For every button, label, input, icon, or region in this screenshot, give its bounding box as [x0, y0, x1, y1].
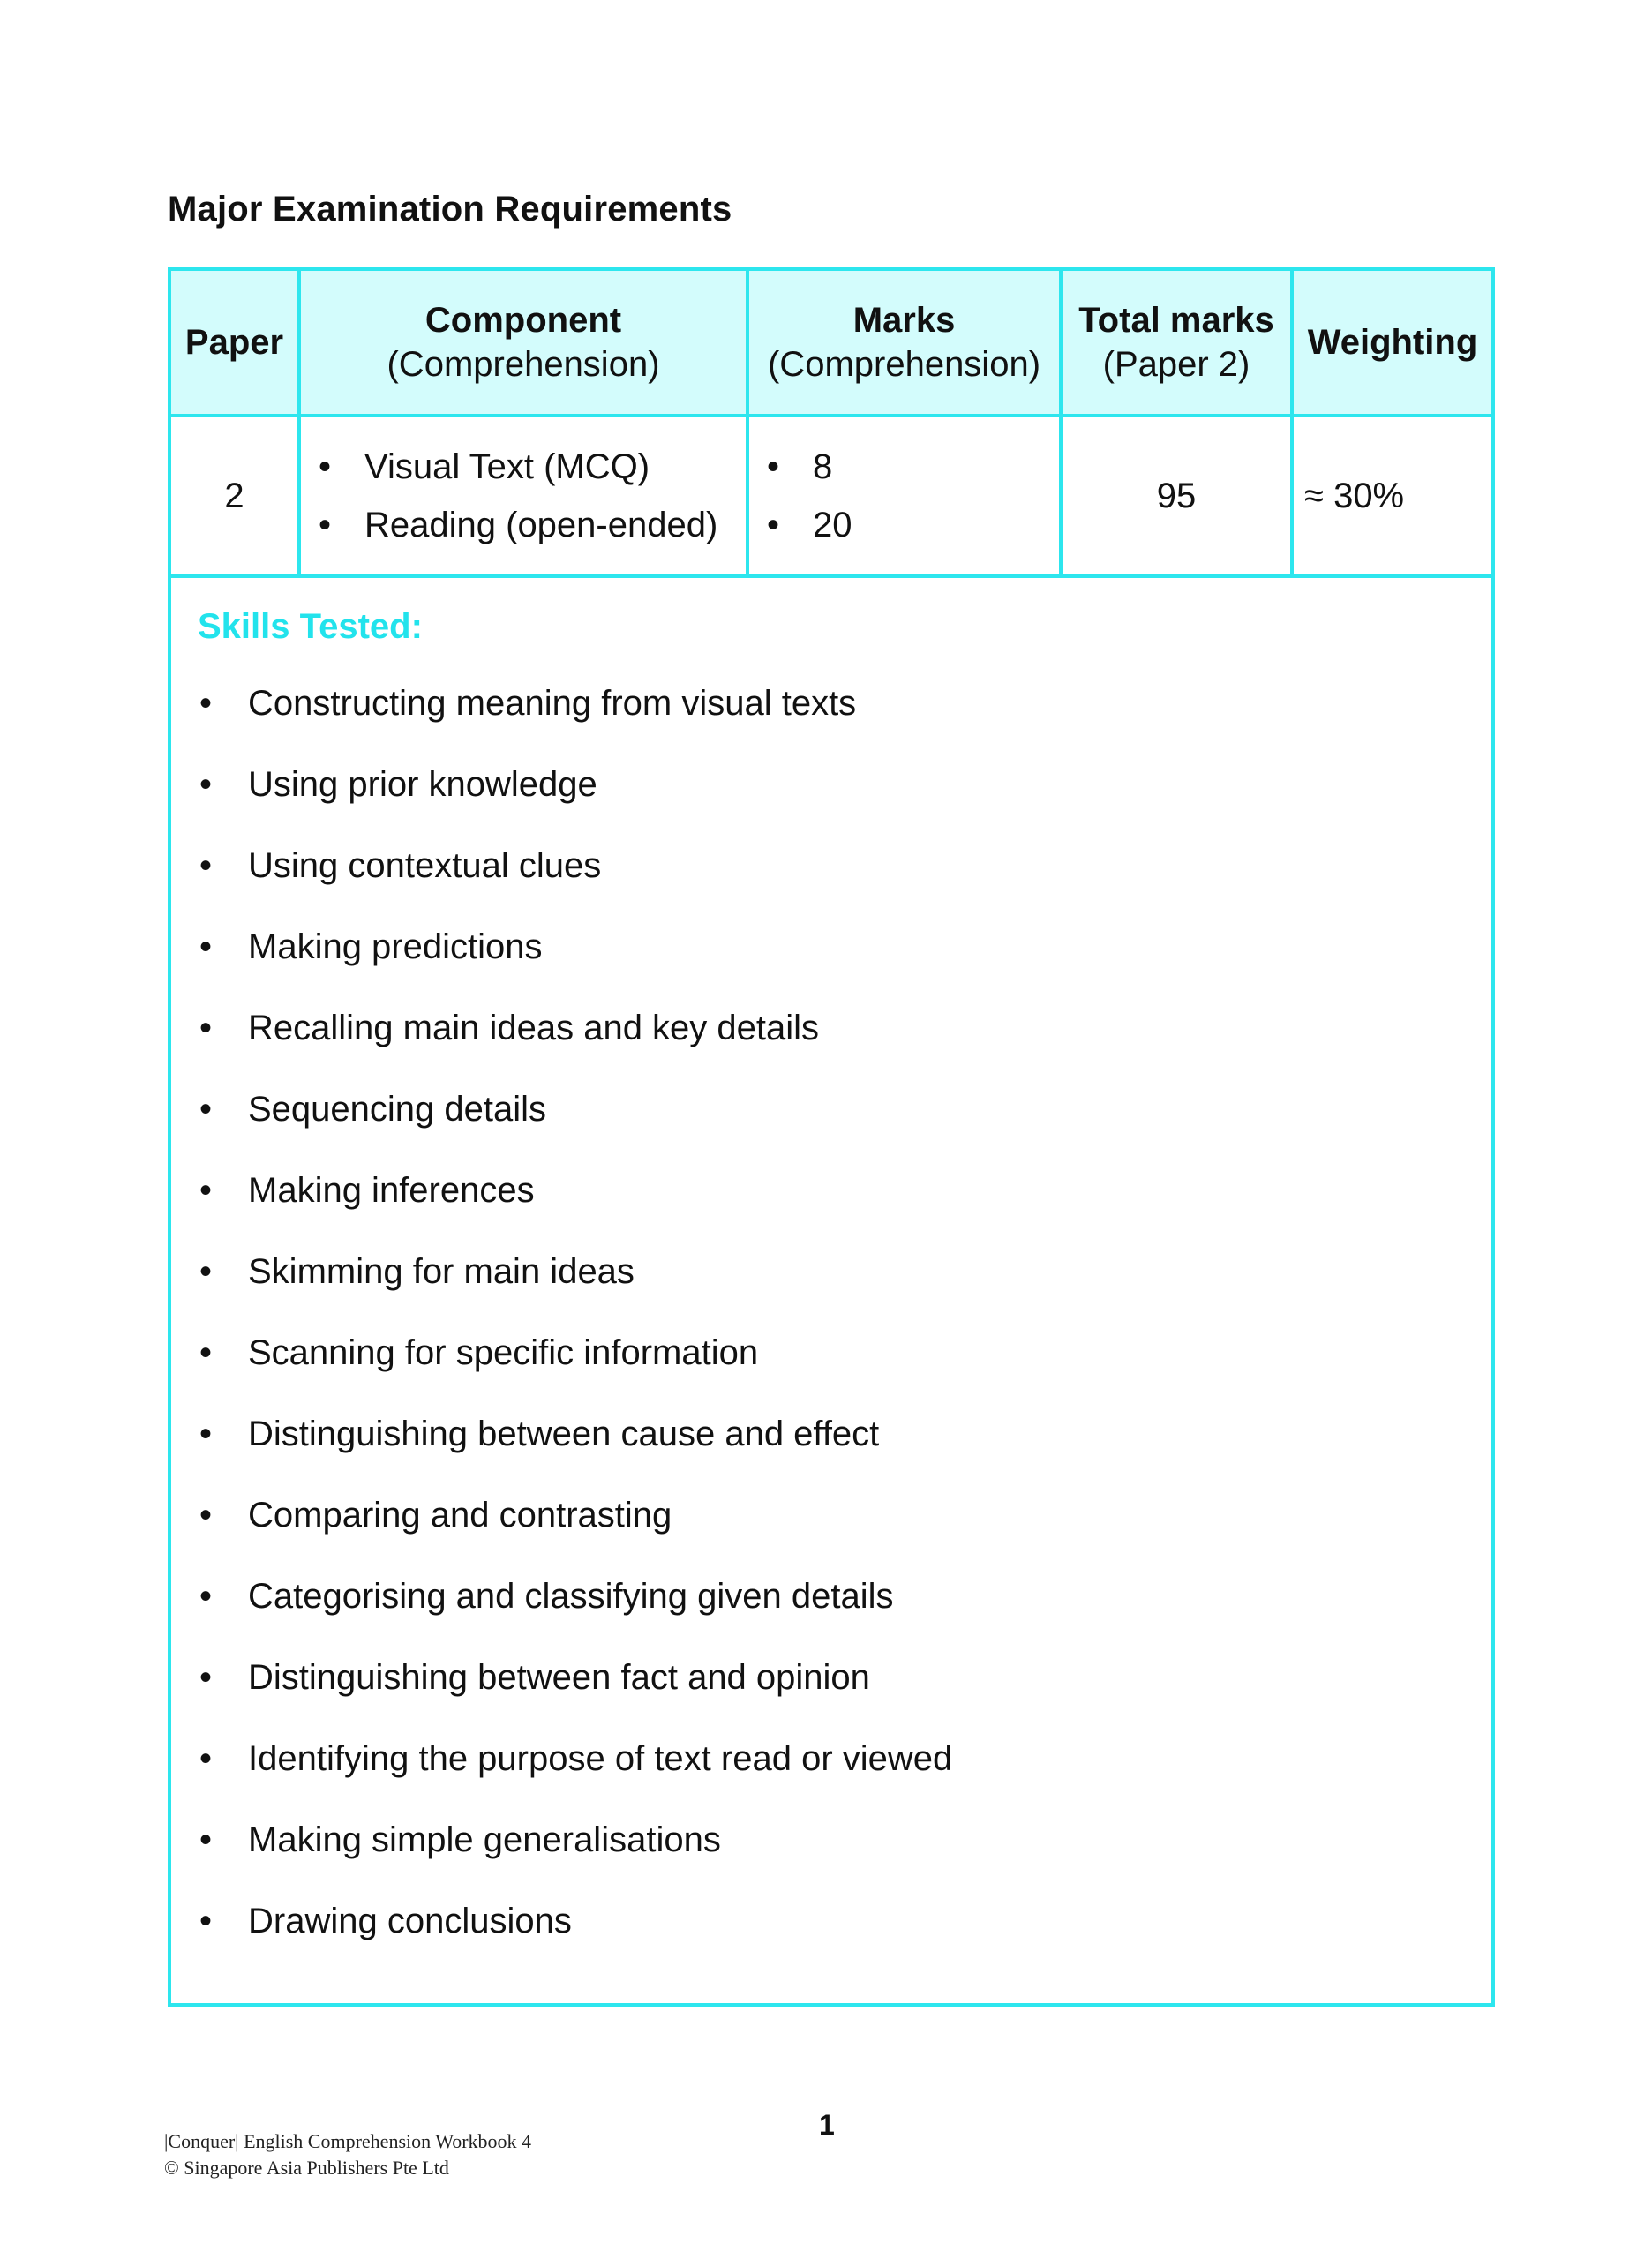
skills-row [169, 576, 1493, 2005]
cell-total-marks: 95 [1061, 416, 1292, 576]
header-component-sub: (Comprehension) [387, 345, 660, 384]
list-item: • Constructing meaning from visual texts [171, 663, 1491, 744]
header-paper-label: Paper [184, 323, 284, 362]
list-item: • Making inferences [171, 1150, 1491, 1231]
header-component [299, 269, 747, 416]
footer [164, 2128, 531, 2181]
list-item: • Using prior knowledge [171, 744, 1491, 825]
component-item: • Visual Text (MCQ) [310, 438, 746, 496]
list-item: • Drawing conclusions [171, 1880, 1491, 1962]
footer-copyright: © Singapore Asia Publishers Pte Ltd [164, 2157, 449, 2179]
skills-list [171, 663, 1491, 1962]
header-marks-sub: (Comprehension) [767, 345, 1041, 384]
list-item: • Making simple generalisations [171, 1799, 1491, 1880]
header-marks [747, 269, 1061, 416]
table-header-row [169, 269, 1493, 416]
header-component-label: Component [424, 301, 622, 340]
list-item: • Recalling main ideas and key details [171, 987, 1491, 1069]
marks-item: • 8 [758, 438, 1059, 496]
list-item: • Identifying the purpose of text read or viewed [171, 1718, 1491, 1799]
cell-paper: 2 [169, 416, 299, 576]
list-item: • Scanning for specific information [171, 1312, 1491, 1393]
list-item: • Distinguishing between cause and effect [171, 1393, 1491, 1475]
list-item: • Distinguishing between fact and opinion [171, 1637, 1491, 1718]
cell-components [299, 416, 747, 576]
exam-requirements-table [168, 267, 1495, 2007]
list-item: • Categorising and classifying given details [171, 1556, 1491, 1637]
list-item: • Sequencing details [171, 1069, 1491, 1150]
list-item: • Comparing and contrasting [171, 1475, 1491, 1556]
header-weighting-label: Weighting [1307, 323, 1478, 362]
header-paper [169, 269, 299, 416]
component-item: • Reading (open-ended) [310, 496, 746, 554]
list-item: • Making predictions [171, 906, 1491, 987]
list-item: • Skimming for main ideas [171, 1231, 1491, 1312]
header-total-marks [1061, 269, 1292, 416]
header-total-marks-sub: (Paper 2) [1102, 345, 1250, 384]
table-row [169, 416, 1493, 576]
header-marks-label: Marks [852, 301, 956, 340]
list-item: • Using contextual clues [171, 825, 1491, 906]
cell-weighting: ≈ 30% [1292, 416, 1493, 576]
skills-title: Skills Tested: [198, 607, 423, 646]
page-title: Major Examination Requirements [168, 190, 732, 229]
skills-tested-section [169, 576, 1493, 2005]
marks-item: • 20 [758, 496, 1059, 554]
header-total-marks-label: Total marks [1078, 301, 1274, 340]
page-number: 1 [819, 2109, 835, 2141]
footer-book-title: |Conquer| English Comprehension Workbook 4 [164, 2130, 532, 2152]
cell-marks [747, 416, 1061, 576]
header-weighting [1292, 269, 1493, 416]
